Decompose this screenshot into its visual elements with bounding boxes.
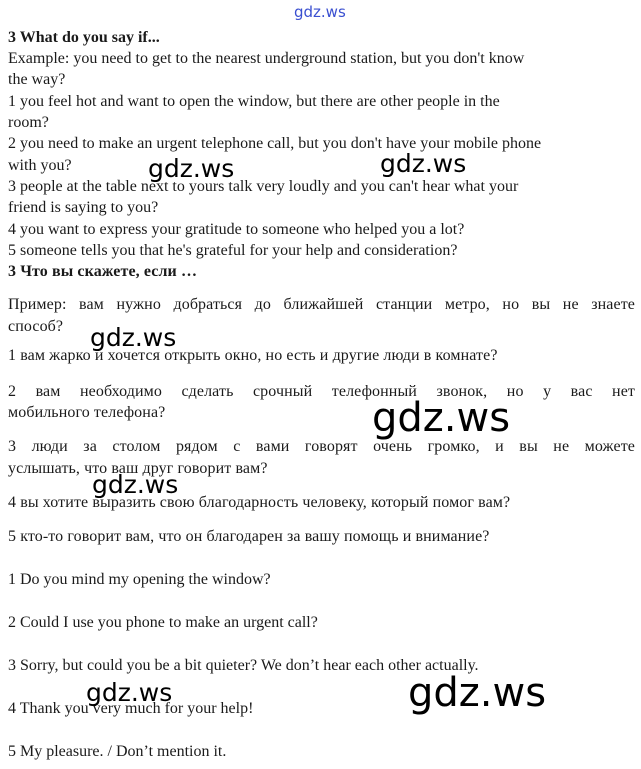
russian-item-4: 4 вы хотите выразить свою благодарность человеку, который помог вам?	[8, 494, 511, 511]
russian-item-3-line-2: услышать, что ваш друг говорит вам?	[8, 460, 268, 477]
russian-example-line-1: Пример: вам нужно добраться до ближайшей станции метро, но вы не знаете	[8, 296, 635, 313]
english-item-1-line-2: room?	[8, 114, 49, 131]
watermark: gdz.ws	[92, 470, 179, 499]
answer-2: 2 Could I use you phone to make an urgent call?	[8, 614, 318, 631]
watermark: gdz.ws	[372, 395, 511, 441]
answer-3: 3 Sorry, but could you be a bit quieter? We don’t hear each other actually.	[8, 657, 479, 674]
watermark-top: gdz.ws	[294, 3, 346, 21]
english-item-2-line-1: 2 you need to make an urgent telephone call, but you don't have your mobile phone	[8, 135, 542, 152]
english-item-3-line-1: 3 people at the table next to yours talk very loudly and you can't hear what your	[8, 178, 519, 195]
watermark: gdz.ws	[86, 678, 173, 707]
russian-item-2-line-2: мобильного телефона?	[8, 404, 166, 421]
english-item-5: 5 someone tells you that he's grateful for your help and consideration?	[8, 242, 458, 259]
english-item-2-line-2: with you?	[8, 157, 72, 174]
answer-5: 5 My pleasure. / Don’t mention it.	[8, 743, 227, 760]
russian-example-line-2: способ?	[8, 318, 64, 335]
russian-heading: 3 Что вы скажете, если …	[8, 263, 198, 280]
english-heading: 3 What do you say if...	[8, 29, 160, 46]
watermark: gdz.ws	[148, 154, 235, 183]
russian-item-1: 1 вам жарко и хочется открыть окно, но есть и другие люди в комнате?	[8, 347, 498, 364]
english-item-3-line-2: friend is saying to you?	[8, 199, 159, 216]
russian-item-5: 5 кто-то говорит вам, что он благодарен за вашу помощь и внимание?	[8, 528, 490, 545]
russian-item-3-line-1: 3 люди за столом рядом с вами говорят очень громко, и вы не можете	[8, 438, 635, 455]
russian-item-2-line-1: 2 вам необходимо сделать срочный телефонный звонок, но у вас нет	[8, 383, 635, 400]
english-example-line-1: Example: you need to get to the nearest underground station, but you don't know	[8, 50, 525, 67]
english-item-4: 4 you want to express your gratitude to someone who helped you a lot?	[8, 221, 465, 238]
english-item-1-line-1: 1 you feel hot and want to open the window, but there are other people in the	[8, 93, 500, 110]
watermark: gdz.ws	[380, 149, 467, 178]
watermark: gdz.ws	[90, 323, 177, 352]
english-example-line-2: the way?	[8, 71, 66, 88]
answer-1: 1 Do you mind my opening the window?	[8, 571, 271, 588]
answer-4: 4 Thank you very much for your help!	[8, 700, 254, 717]
watermark: gdz.ws	[408, 670, 547, 716]
